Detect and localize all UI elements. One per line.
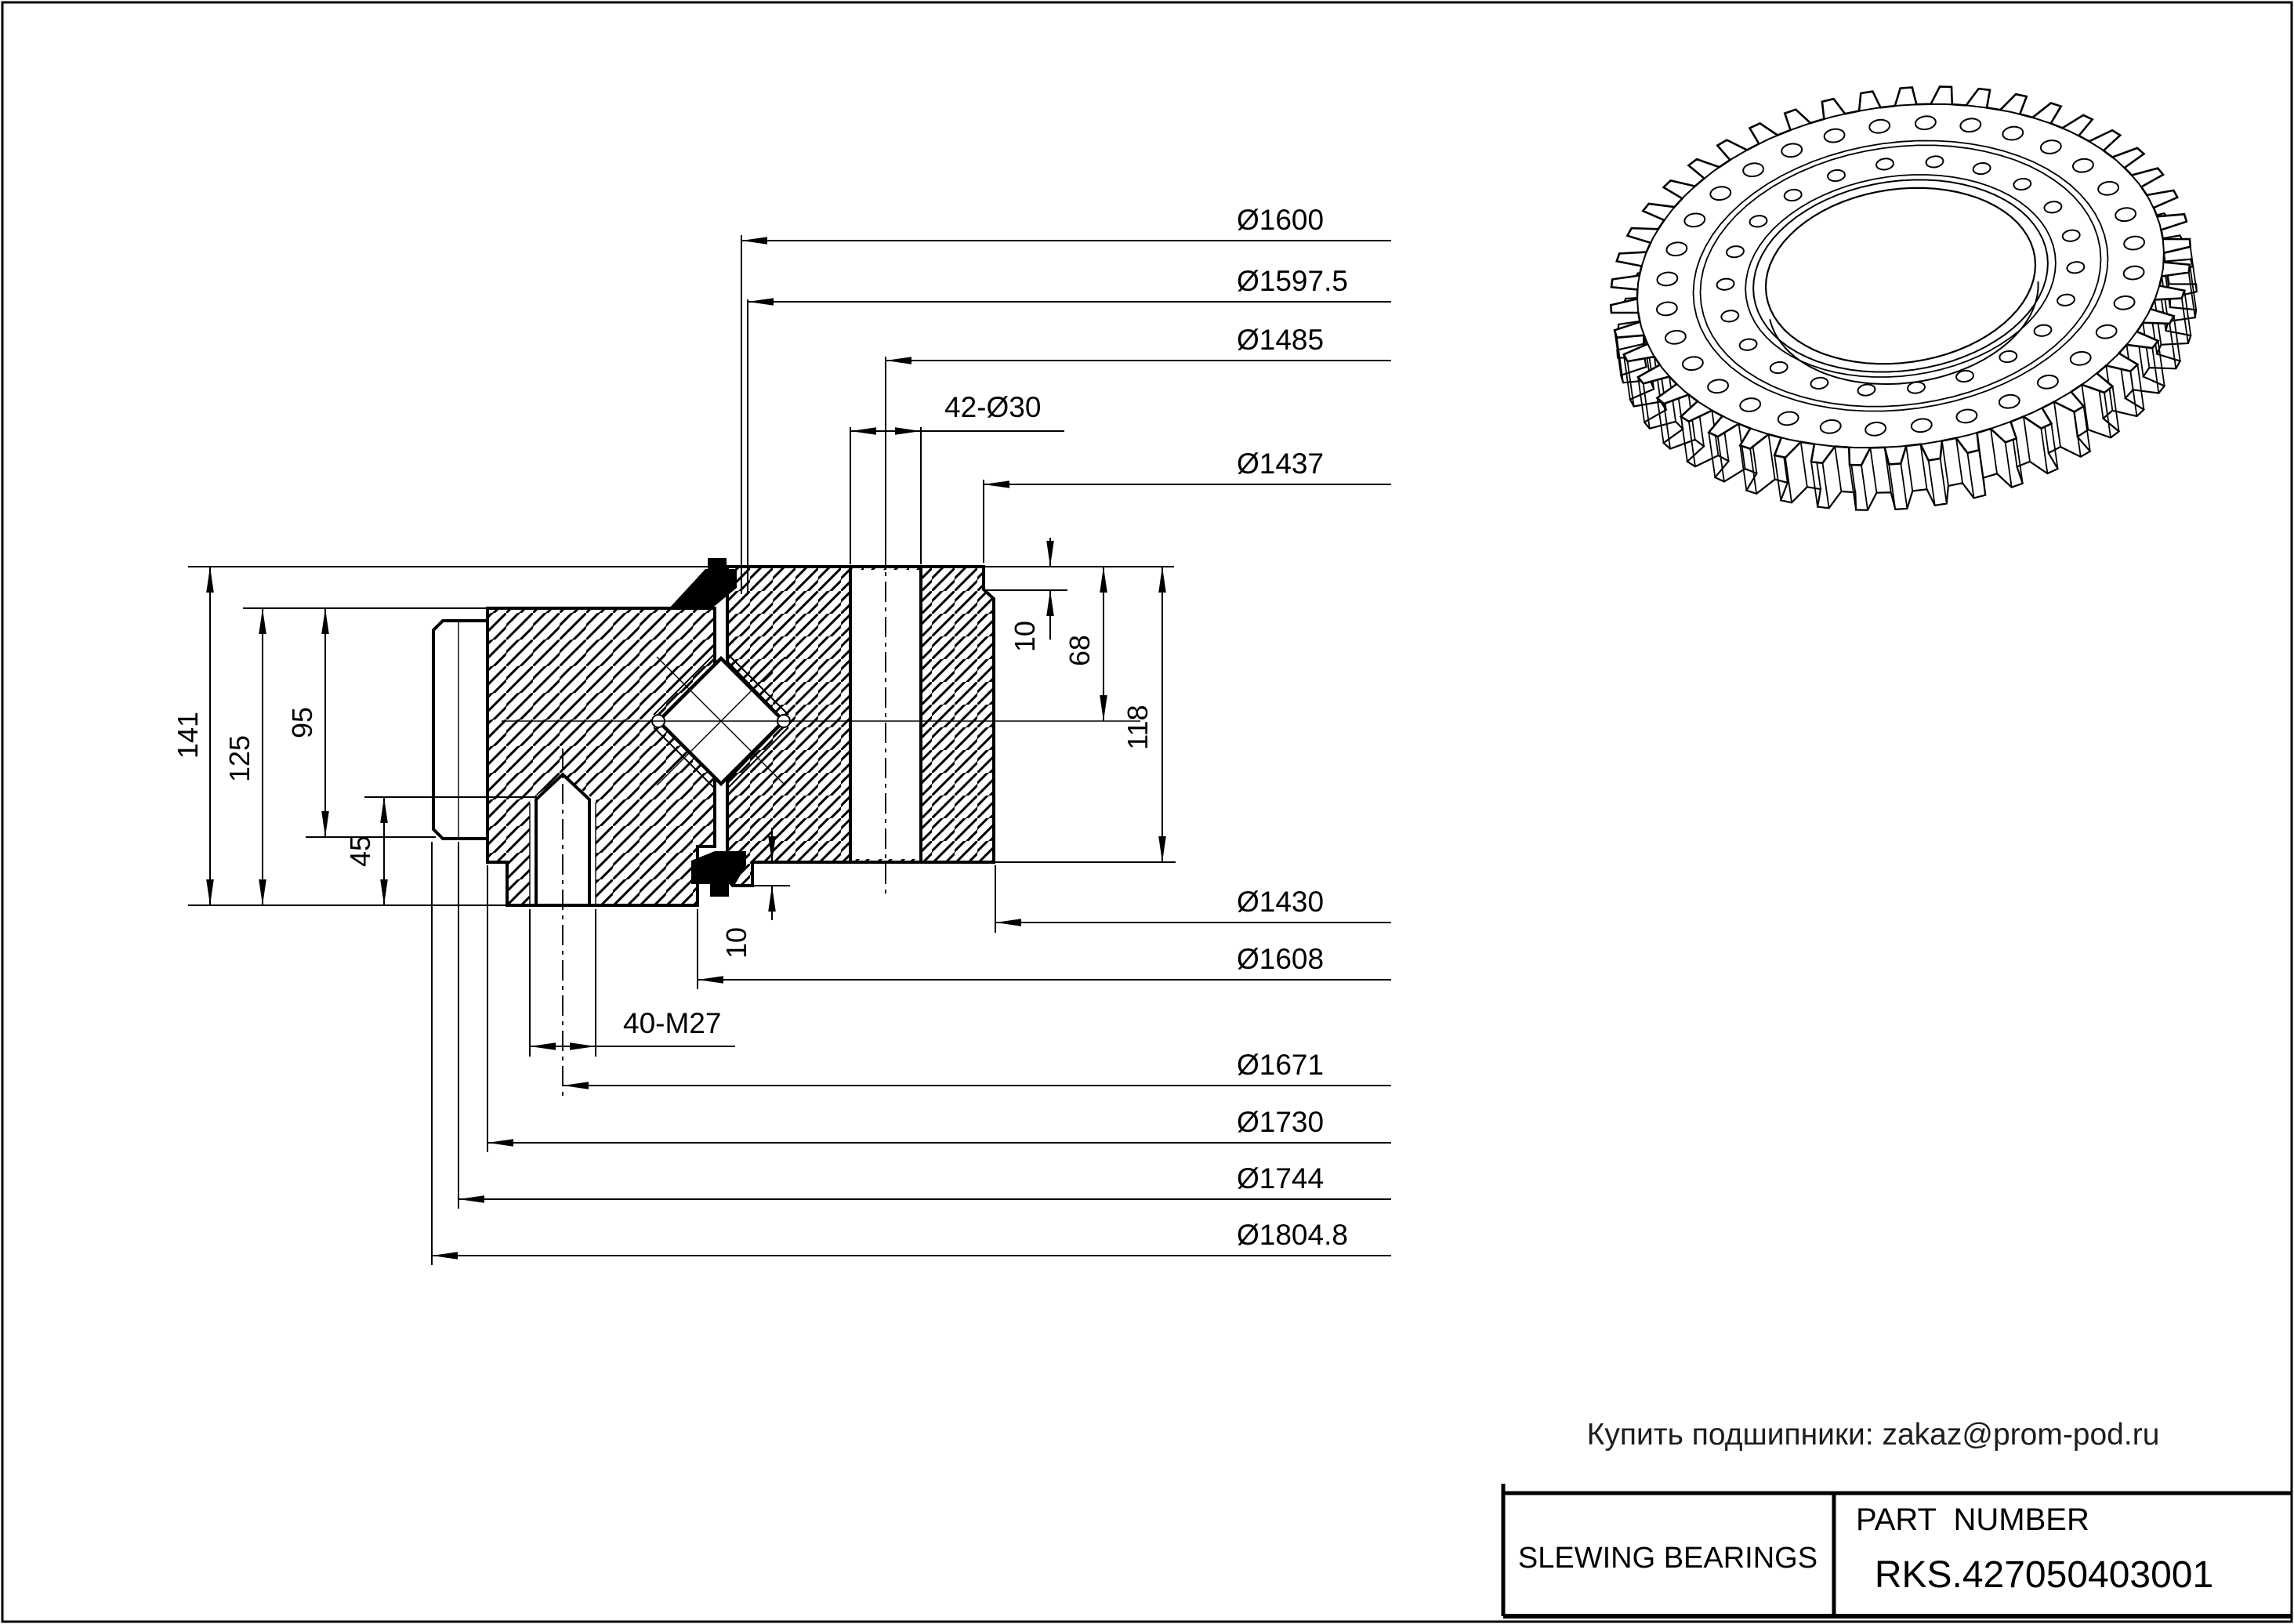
seal-bottom-tab (710, 884, 729, 897)
dim-label-1437: Ø1437 (1237, 448, 1325, 480)
dim-label-118: 118 (1122, 705, 1154, 750)
promo-text: Купить подшипники: zakaz@prom-pod.ru (1586, 1418, 2160, 1452)
seal-top-tab (708, 558, 727, 571)
dim-label-68: 68 (1064, 634, 1096, 667)
dim-label-1804-8: Ø1804.8 (1237, 1219, 1348, 1251)
dim-label-125: 125 (223, 734, 255, 783)
dim-label-42-30: 42-Ø30 (944, 391, 1042, 423)
title-block-part-number: RKS.427050403001 (1874, 1554, 2214, 1596)
dim-label-40-m27: 40-M27 (623, 1007, 722, 1039)
dim-label-1485: Ø1485 (1237, 324, 1325, 356)
dim-label-1597-5: Ø1597.5 (1237, 265, 1348, 297)
dim-label-141: 141 (172, 711, 204, 759)
dim-label-95: 95 (286, 706, 318, 739)
gear-teeth-block (433, 621, 487, 839)
title-block-product: SLEWING BEARINGS (1517, 1542, 1818, 1575)
dim-label-1430: Ø1430 (1237, 886, 1325, 918)
dim-label-10-bottom: 10 (720, 926, 752, 959)
dim-label-1600: Ø1600 (1237, 204, 1325, 236)
dim-label-1744: Ø1744 (1237, 1162, 1325, 1194)
dim-label-1671: Ø1671 (1237, 1049, 1325, 1081)
outer-ring-body (487, 608, 715, 905)
dim-label-1608: Ø1608 (1237, 943, 1325, 975)
dim-label-1730: Ø1730 (1237, 1106, 1325, 1138)
title-block-part-number-label: PART NUMBER (1856, 1503, 2089, 1537)
dim-label-10-top: 10 (1009, 620, 1041, 653)
dim-label-45: 45 (344, 835, 376, 868)
